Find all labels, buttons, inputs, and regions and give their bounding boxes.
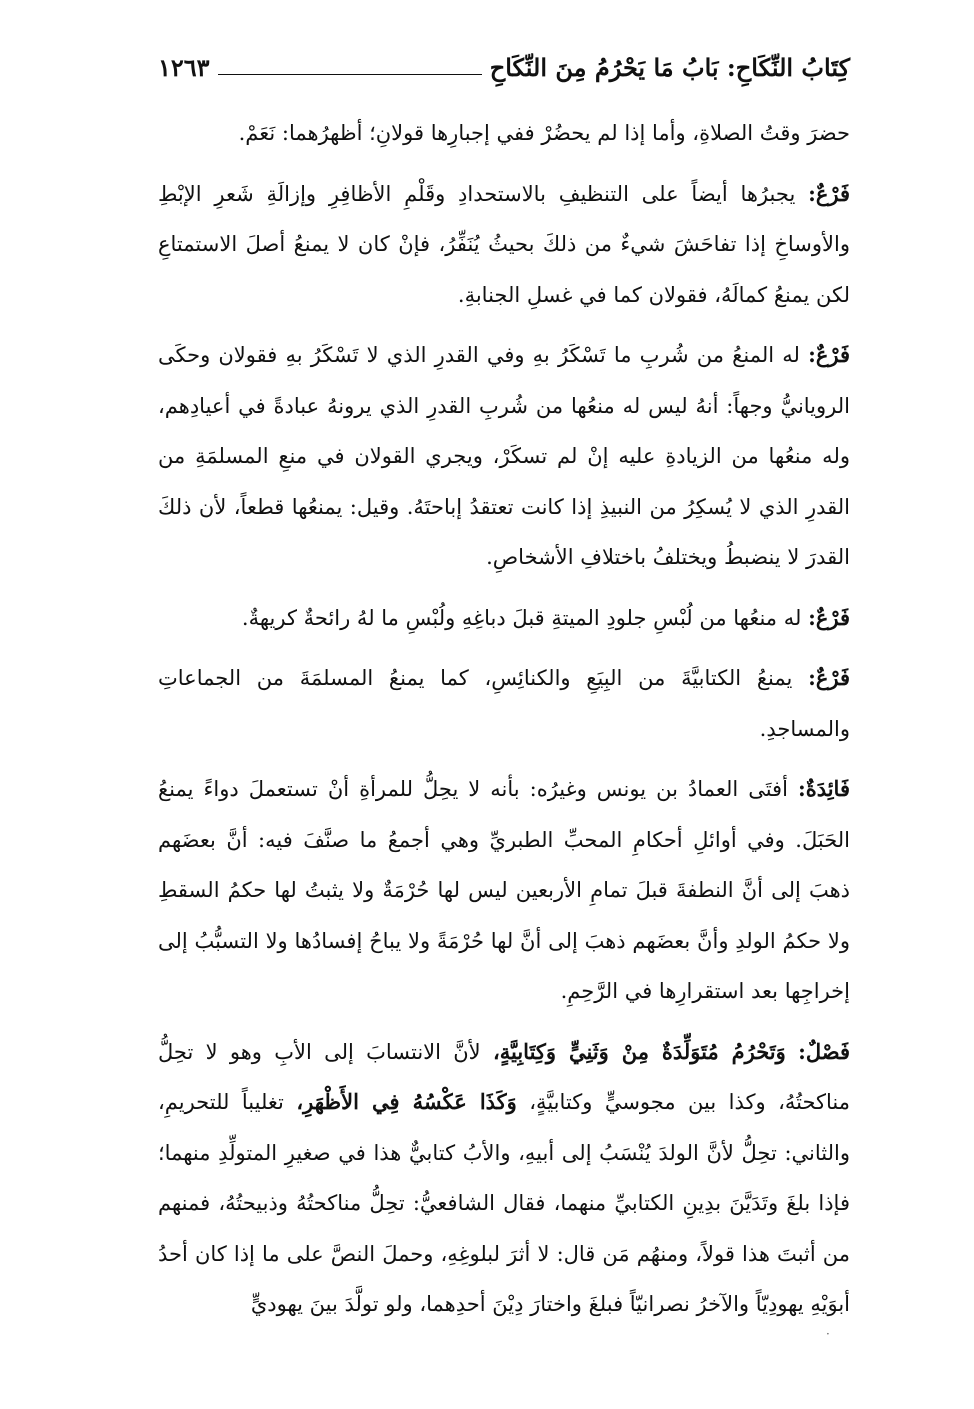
paragraph-5: [158, 653, 850, 754]
section-lead: فَرْعٌ:: [808, 665, 850, 690]
page-number: ١٢٦٣: [158, 53, 210, 82]
section-lead: فَرْعٌ:: [808, 342, 850, 367]
paragraph-6: [158, 764, 850, 1017]
paragraph-3: [158, 330, 850, 583]
paragraph-7: [158, 1027, 850, 1330]
running-header: [158, 40, 850, 80]
paragraph-text: له منعُها من لُبْسِ جلودِ الميتةِ قبلَ دباغِهِ ولُبْسِ ما لهُ رائحةٌ كريهةٌ.: [241, 605, 802, 630]
paragraph-text: لأنَّ الانتسابَ إلى الأبِ وهو لا تحِلُّ مناكحتُهُ، وكذا بين مجوسيٍّ وكتابيَّةٍ،: [158, 1039, 850, 1114]
paragraph-text: أفتَى العمادُ بن يونس وغيرُه: بأنه لا يحِلُّ للمرأةِ أنْ تستعملَ دواءً يمنعُ الحَبَلَ. وفي أوائلِ أحكامِ المحبِّ الطبريِّ وهي أجمعُ ما صنَّفَ فيه: أنَّ بعضَهم ذهبَ إلى أنَّ النطفةَ قبلَ تمامِ الأربعين ليس لها حُرْمَةٌ ولا يثبتُ لها حكمُ السقطِ ولا حكمُ الولدِ وأنَّ بعضَهم ذهبَ إلى أنَّ لها حُرْمَةً ولا يباحُ إفسادُها ولا التسبُّبُ إلى إخراجِها بعد استقرارِها في الرَّحِمِ.: [158, 777, 850, 1003]
paragraph-text: له المنعُ من شُربِ ما تَسْكَرُ بهِ وفي القدرِ الذي لا تَسْكَرُ بهِ فقولان وحكَى الرويانيُّ وجهاً: أنهُ ليس له منعُها من شُربِ القدرِ الذي يرونهُ عبادةً في أعيادِهم، وله منعُها من الزيادةِ عليه إنْ لم تسكَرْ، ويجري القولان في منعِ المسلمَةِ من القدرِ الذي لا يُسكِرُ من النبيذِ إذا كانت تعتقدُ إباحتَهُ. وقيل: يمنعُها قطعاً، لأن ذلكَ القدرَ لا ينضبطُ ويختلفُ باختلافِ الأشخاصِ.: [158, 343, 850, 569]
page-body: [158, 108, 850, 1340]
matn-text-2: وَكَذَا عَكْسُهُ فِي الأَظْهَرِ،: [296, 1089, 517, 1114]
paragraph-1: [158, 108, 850, 159]
paragraph-2: [158, 169, 850, 321]
running-title: كِتَابُ النِّكَاحِ: بَابُ مَا يَحْرُمُ مِنَ النِّكَاحِ: [489, 53, 850, 82]
header-rule: [218, 74, 482, 75]
section-lead: فَرْعٌ:: [808, 604, 850, 630]
section-lead: فَرْعٌ:: [808, 180, 850, 206]
matn-text: وَتَحْرُمُ مُتَوَلِّدَةٌ مِنْ وَثَنِيٍّ وَكِتَابِيَّةٍ،: [492, 1038, 786, 1064]
scan-mark: ·: [826, 1327, 830, 1341]
paragraph-text-2: تغليباً للتحريمِ، والثاني: تحِلُّ لأنَّ الولدَ يُنْسَبُ إلى أبيهِ، والأبُ كتابيٌّ هذا في صغيرِ المتولِّدِ منهما؛ فإذا بلغَ وتَدَيَّنَ بدِينِ الكتابيِّ منهما، فقال الشافعيُّ: تحِلُّ مناكحتُهُ وذبيحتُهُ، فمنهم من أثبتَ هذا قولاً، ومنهُم مَن قال: لا أثرَ لبلوغِهِ، وحملَ النصَّ على ما إذا كان أحدُ أبوَيْهِ يهودِيّاً والآخرُ نصرانيّاً فبلغَ واختارَ دِيْنَ أحدِهما، ولو تولَّدَ بينَ يهوديٍّ: [158, 1090, 850, 1316]
section-lead: فَائِدَةٌ:: [797, 776, 850, 801]
section-lead: فَصْلٌ:: [798, 1038, 850, 1064]
paragraph-text: يجبرُها أيضاً على التنظيفِ بالاستحدادِ وقَلْمِ الأظافِرِ وإزالَةِ شَعرِ الإبْطِ والأوساخِ إذا تفاحَشَ شيءٌ من ذلكَ بحيثُ يُنَفِّرُ، فإنْ كان لا يمنعُ أصلَ الاستمتاعِ لكن يمنعُ كمالَهُ، فقولان كما في غسلِ الجنابةِ.: [158, 181, 850, 307]
paragraph-text: يمنعُ الكتابيَّةَ من البِيَعِ والكنائِسِ، كما يمنعُ المسلمَةَ من الجماعاتِ والمساجدِ.: [158, 666, 850, 741]
paragraph-4: [158, 593, 850, 644]
paragraph-text: حضرَ وقتُ الصلاةِ، وأما إذا لم يحضُرْ ففي إجبارِها قولانِ؛ أظهرُهما: نَعَمْ.: [238, 121, 850, 145]
